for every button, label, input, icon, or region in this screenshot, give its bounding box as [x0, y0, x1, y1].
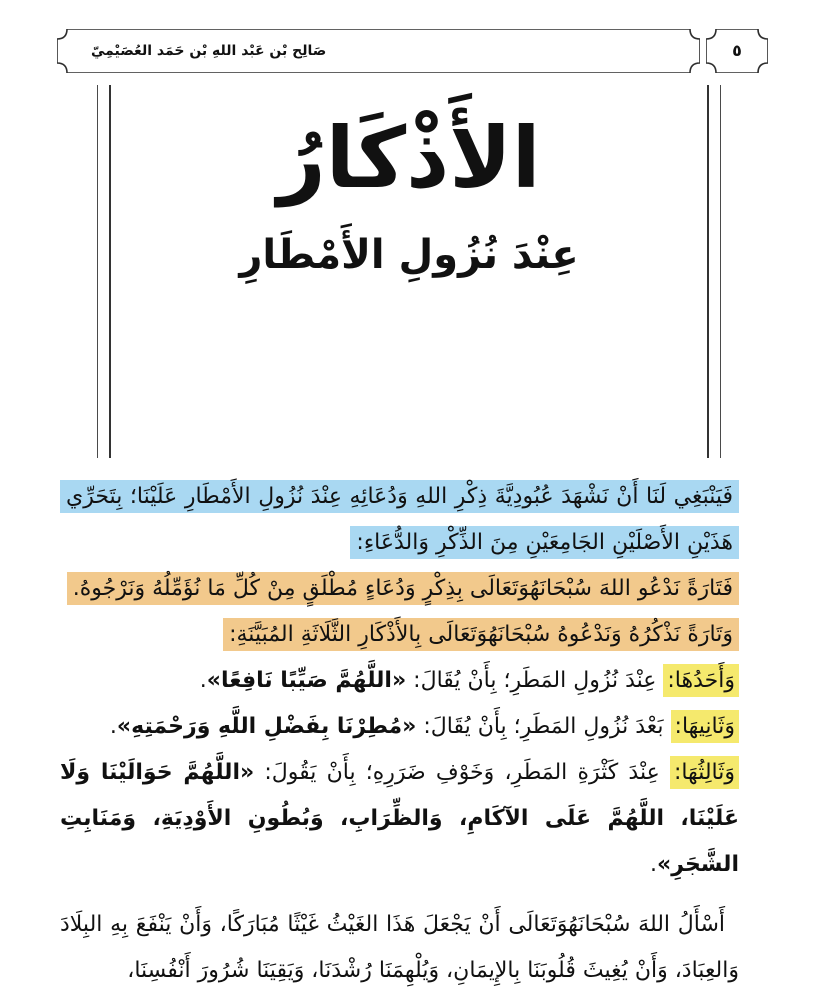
paragraph-dua-general	[60, 566, 739, 612]
author-cartouche	[57, 29, 700, 73]
highlight-orange-line2: وَتَارَةً نَذْكُرُهُ وَنَدْعُوهُ سُبْحَانَهُوَتَعَالَى بِالأَذْكَارِ الثَّلَاثَةِ المُبَيَّنَةِ:	[223, 618, 739, 651]
paragraph-three-adhkar	[60, 612, 739, 658]
title-frame	[97, 85, 721, 458]
dhikr-second-quote: «مُطِرْنَا بِفَضْلِ اللَّهِ وَرَحْمَتِهِ»	[116, 714, 417, 739]
paragraph-intro	[60, 474, 739, 566]
page-main-title: الأَذْكَارُ	[277, 109, 541, 207]
body-text	[60, 474, 739, 994]
dhikr-second-tail: .	[109, 714, 117, 739]
dhikr-first-quote: «اللَّهُمَّ صَيِّبًا نَافِعًا»	[206, 668, 407, 693]
author-name: صَالِح بْن عَبْد اللهِ بْن حَمَد العُصَيْمِيّ	[91, 43, 327, 59]
page-number: ٥	[732, 41, 742, 60]
page-subtitle: عِنْدَ نُزُولِ الأَمْطَارِ	[239, 232, 579, 279]
dhikr-third-tail: .	[650, 852, 658, 877]
highlight-yellow-second: وَثَانِيهَا:	[671, 710, 739, 743]
paragraph-dhikr-third	[60, 750, 739, 888]
paragraph-closing-dua: أَسْأَلُ اللهَ سُبْحَانَهُوَتَعَالَى أَنْ يَجْعَلَ هَذَا الغَيْثُ غَيْثًا مُبَارَكًا، وَأَنْ يَنْفَعَ بِهِ البِلَادَ وَالعِبَادَ، وَأَنْ يُغِيثَ قُلُوبَنَا بِالإِيمَانِ، وَيُلْهِمَنَا رُشْدَنَا، وَيَقِيَنَا شُرُورَ أَنْفُسِنَا،	[60, 912, 739, 983]
highlight-yellow-third: وَثَالِثُهَا:	[670, 756, 739, 789]
highlight-orange-line1: فَتَارَةً نَدْعُو اللهَ سُبْحَانَهُوَتَعَالَى بِذِكْرٍ وَدُعَاءٍ مُطْلَقٍ مِنْ كُلِّ مَا نُؤَمِّلُهُ وَنَرْجُوهُ.	[67, 572, 739, 605]
dhikr-third-quote: «اللَّهُمَّ حَوَالَيْنَا وَلَا عَلَيْنَا، اللَّهُمَّ عَلَى الآكَامِ، وَالظِّرَابِ، وَبُطُونِ الأَوْدِيَةِ، وَمَنَابِتِ الشَّجَرِ»	[60, 760, 739, 877]
highlight-blue-intro: فَيَنْبَغِي لَنَا أَنْ نَشْهَدَ عُبُودِيَّةَ ذِكْرِ اللهِ وَدُعَائِهِ عِنْدَ نُزُولِ الأَمْطَارِ عَلَيْنَا؛ بِتَحَرِّي هَذَيْنِ الأَصْلَيْنِ الجَامِعَيْنِ مِنَ الذِّكْرِ وَالدُّعَاءِ:	[60, 480, 739, 559]
dhikr-third-text: عِنْدَ كَثْرَةِ المَطَرِ، وَخَوْفِ ضَرَرِهِ؛ بِأَنْ يَقُولَ:	[254, 760, 670, 785]
paragraph-dhikr-second	[60, 704, 739, 750]
page-header	[0, 29, 819, 73]
dhikr-first-text: عِنْدَ نُزُولِ المَطَرِ؛ بِأَنْ يُقَالَ:	[406, 668, 664, 693]
dhikr-first-tail: .	[199, 668, 207, 693]
highlight-yellow-first: وَأَحَدُهَا:	[663, 664, 739, 697]
page-number-box	[706, 29, 768, 73]
dhikr-second-text: بَعْدَ نُزُولِ المَطَرِ؛ بِأَنْ يُقَالَ:	[416, 714, 671, 739]
paragraph-dhikr-first	[60, 658, 739, 704]
